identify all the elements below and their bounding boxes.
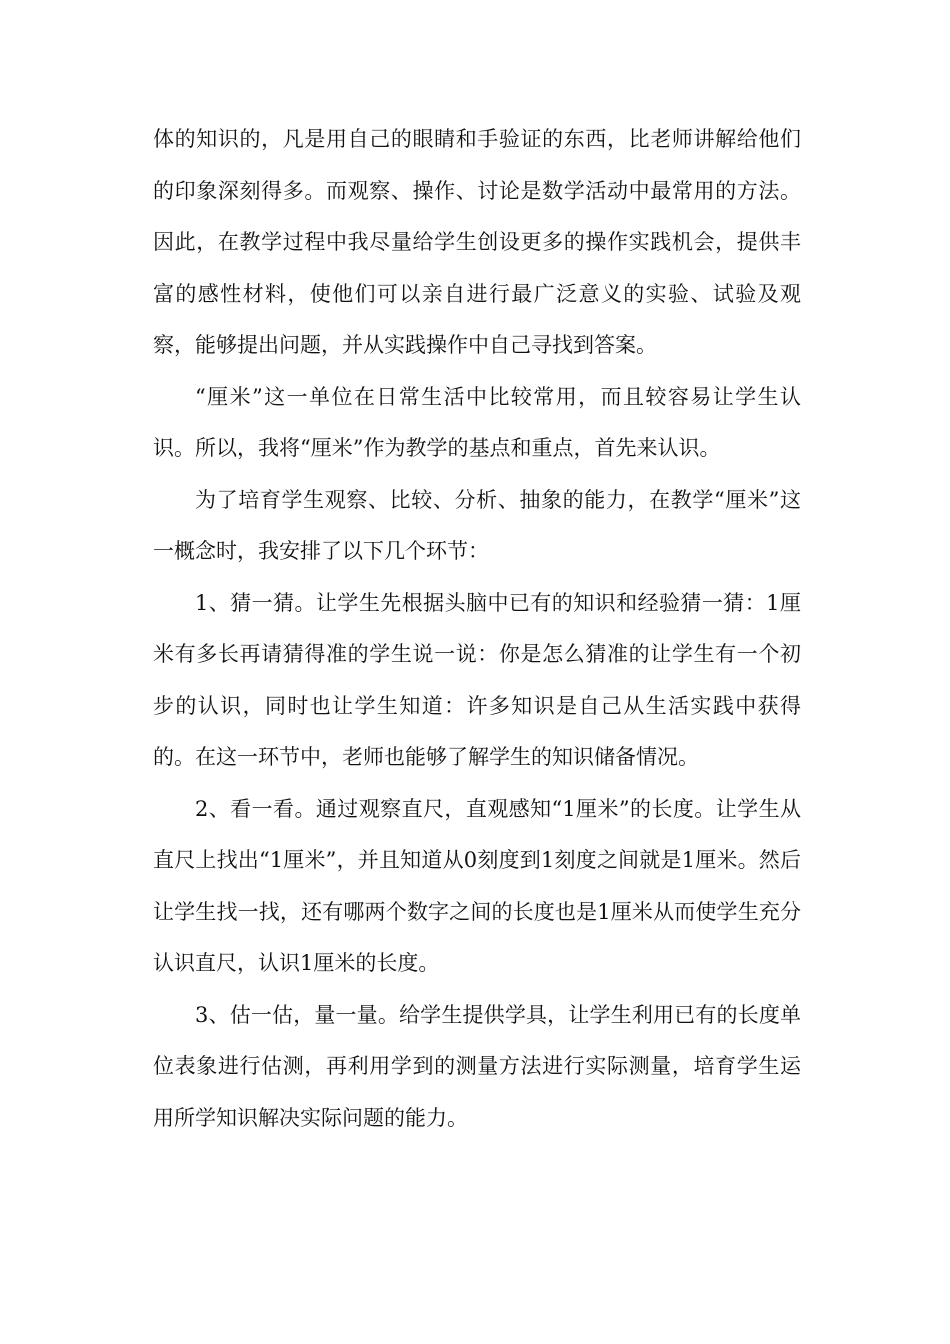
paragraph-1: 体的知识的，凡是用自己的眼睛和手验证的东西，比老师讲解给他们的印象深刻得多。而观察、操作、讨论是数学活动中最常用的方法。因此，在教学过程中我尽量给学生创设更多的操作实践机会，提供丰富的感性材料，使他们可以亲自进行最广泛意义的实验、试验及观察，能够提出问题，并从实践操作中自己寻找到答案。 <box>153 127 801 357</box>
paragraph-6: 3、估一估，量一量。给学生提供学具，让学生利用已有的长度单位表象进行估测，再利用学到的测量方法进行实际测量，培育学生运用所学知识解决实际问题的能力。 <box>153 1002 801 1130</box>
paragraph-5: 2、看一看。通过观察直尺，直观感知“1厘米”的长度。让学生从直尺上找出“1厘米”，并且知道从0刻度到1刻度之间就是1厘米。然后让学生找一找，还有哪两个数字之间的长度也是1厘米从而使学生充分认识直尺，认识1厘米的长度。 <box>153 796 801 975</box>
paragraph-4: 1、猜一猜。让学生先根据头脑中已有的知识和经验猜一猜：1厘米有多长再请猜得准的学生说一说：你是怎么猜准的让学生有一个初步的认识，同时也让学生知道：许多知识是自己从生活实践中获得的。在这一环节中，老师也能够了解学生的知识储备情况。 <box>153 590 801 769</box>
paragraph-2: “厘米”这一单位在日常生活中比较常用，而且较容易让学生认识。所以，我将“厘米”作为教学的基点和重点，首先来认识。 <box>153 384 801 460</box>
document-body <box>153 114 801 1144</box>
paragraph-3: 为了培育学生观察、比较、分析、抽象的能力，在教学“厘米”这一概念时，我安排了以下几个环节： <box>153 487 801 563</box>
